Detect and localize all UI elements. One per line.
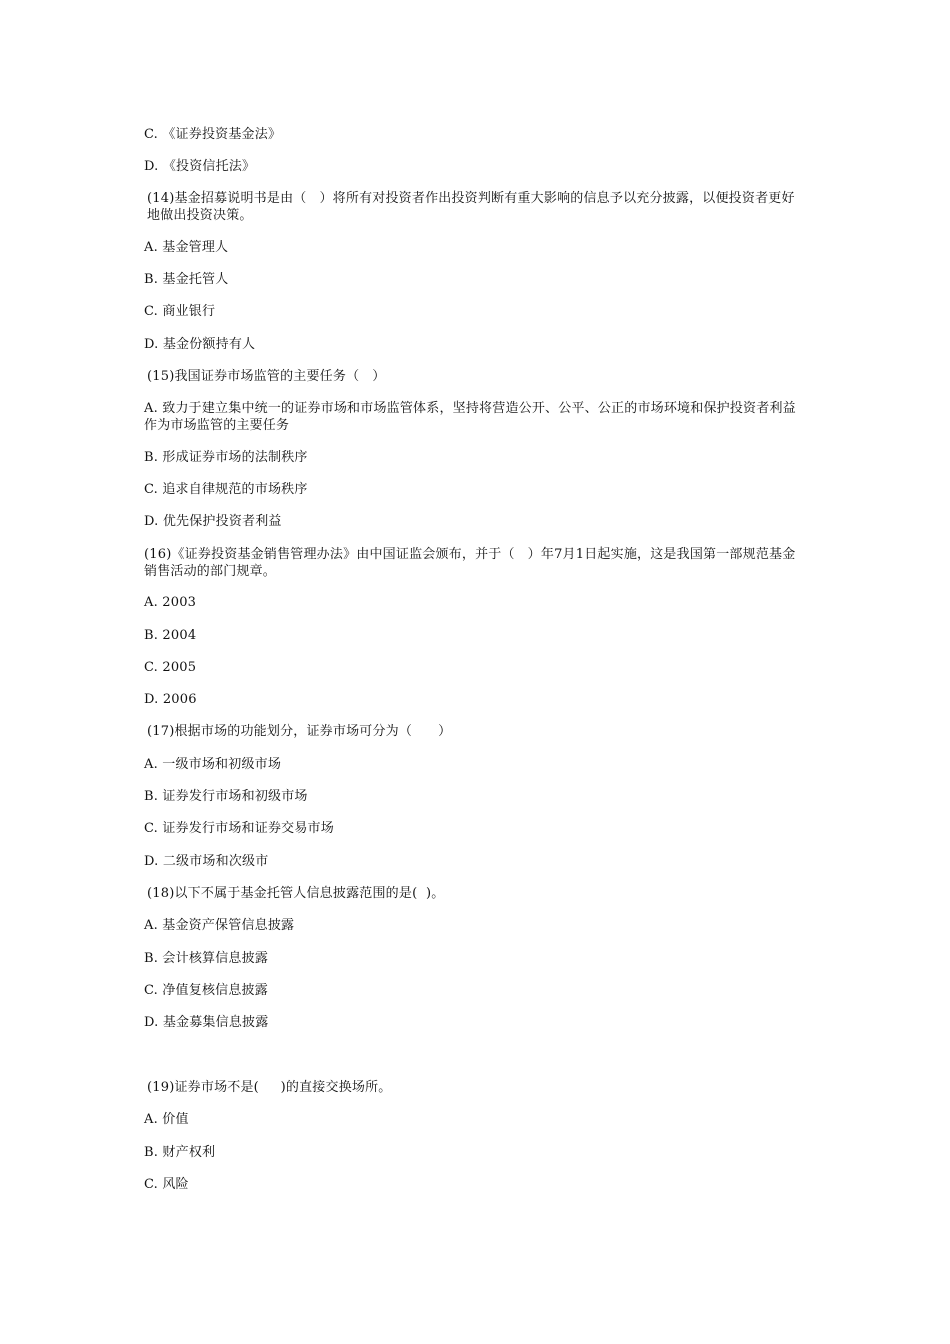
option-b-q18: B. 会计核算信息披露 [144,951,269,966]
option-d-q14: D. 基金份额持有人 [144,337,256,352]
option-c-q13: C. 《证券投资基金法》 [144,127,282,142]
option-c-q19: C. 风险 [144,1177,189,1192]
option-a-q14: A. 基金管理人 [144,240,229,255]
option-b-q14: B. 基金托管人 [144,272,229,287]
option-c-q14: C. 商业银行 [144,304,216,319]
option-c-q15: C. 追求自律规范的市场秩序 [144,482,308,497]
option-b-q16: B. 2004 [144,628,197,643]
question-15: (15)我国证券市场监管的主要任务（ ） [147,369,386,384]
option-b-q19: B. 财产权利 [144,1145,216,1160]
option-a-q16: A. 2003 [144,595,197,610]
option-a-q17: A. 一级市场和初级市场 [144,757,282,772]
option-d-q18: D. 基金募集信息披露 [144,1015,269,1030]
option-c-q16: C. 2005 [144,660,197,675]
option-d-q13: D. 《投资信托法》 [144,159,256,174]
question-16: (16)《证券投资基金销售管理办法》由中国证监会颁布，并于（ ）年7月1日起实施，这是我国第一部规范基金销售活动的部门规章。 [144,547,796,579]
option-b-q15: B. 形成证券市场的法制秩序 [144,450,308,465]
option-d-q15: D. 优先保护投资者利益 [144,514,282,529]
option-c-q18: C. 净值复核信息披露 [144,983,268,998]
question-14: (14)基金招募说明书是由（ ）将所有对投资者作出投资判断有重大影响的信息予以充分披露，以便投资者更好地做出投资决策。 [147,191,795,223]
option-a-q18: A. 基金资产保管信息披露 [144,918,295,933]
option-d-q16: D. 2006 [144,692,197,707]
option-d-q17: D. 二级市场和次级市 [144,854,269,869]
option-a-q19: A. 价值 [144,1112,189,1127]
question-18: (18)以下不属于基金托管人信息披露范围的是( )。 [147,886,445,901]
question-17: (17)根据市场的功能划分，证券市场可分为（ ） [147,724,452,739]
option-b-q17: B. 证券发行市场和初级市场 [144,789,308,804]
option-c-q17: C. 证券发行市场和证券交易市场 [144,821,334,836]
question-19: (19)证券市场不是( )的直接交换场所。 [147,1080,392,1095]
option-a-q15: A. 致力于建立集中统一的证券市场和市场监管体系，坚持将营造公开、公平、公正的市场环境和保护投资者利益作为市场监管的主要任务 [144,401,796,433]
